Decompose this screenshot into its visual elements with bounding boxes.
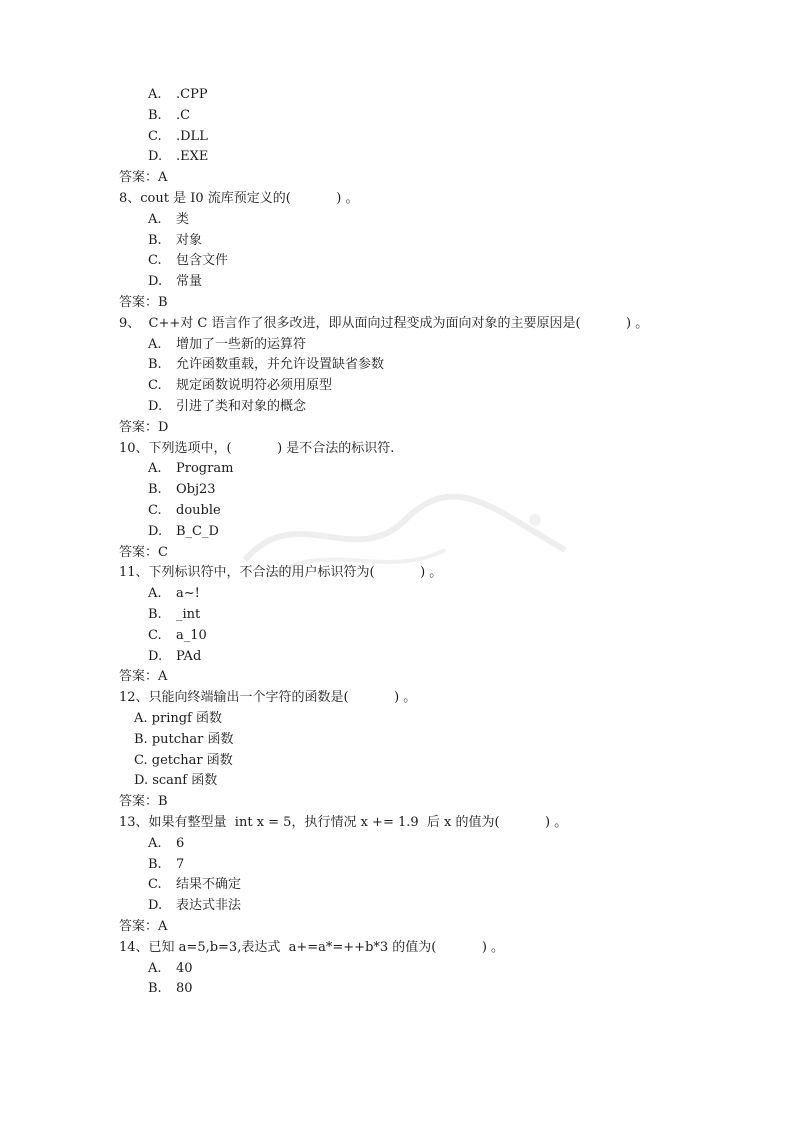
- answer-option: [148, 628, 207, 644]
- option-text: PAd: [176, 648, 202, 664]
- option-text: 表达式非法: [176, 898, 242, 914]
- answer-option: [148, 503, 221, 519]
- option-text: 对象: [176, 232, 203, 248]
- option-letter: A.: [148, 211, 162, 227]
- option-letter: D.: [148, 648, 163, 664]
- option-letter: B.: [148, 856, 162, 872]
- option-text: 包含文件: [176, 253, 229, 269]
- answer-option: [148, 857, 184, 873]
- option-letter: C.: [148, 128, 162, 144]
- option-text: 6: [176, 835, 185, 851]
- option-text: a_10: [176, 627, 207, 643]
- answer-option: [148, 274, 202, 290]
- option-text: Program: [176, 461, 234, 477]
- option-letter: B.: [148, 482, 162, 498]
- option-text: 规定函数说明符必须用原型: [176, 378, 333, 394]
- answer-key: 答案：A: [119, 669, 168, 685]
- option-letter: C.: [148, 378, 162, 394]
- answer-key: 答案：B: [119, 794, 168, 810]
- option-text: .EXE: [176, 149, 209, 165]
- option-text: 类: [176, 211, 190, 227]
- question-text: 9、 C++对 C 语言作了很多改进，即从面向过程变成为面向对象的主要原因是( ) 。: [119, 315, 649, 331]
- option-text: 引进了类和对象的概念: [176, 399, 307, 414]
- answer-option: [148, 586, 200, 602]
- answer-option: [148, 524, 219, 540]
- answer-option: [148, 149, 208, 165]
- option-letter: C.: [148, 627, 162, 643]
- answer-option: [148, 87, 208, 103]
- option-text: .CPP: [176, 87, 208, 102]
- option-text: 常量: [176, 274, 203, 290]
- question-text: 11、下列标识符中，不合法的用户标识符为( ) 。: [119, 565, 443, 581]
- answer-option: [148, 129, 208, 145]
- answer-option: C. getchar 函数: [134, 752, 233, 768]
- answer-option: [148, 378, 332, 394]
- answer-option: A. pringf 函数: [134, 711, 222, 726]
- option-letter: A.: [148, 960, 162, 976]
- answer-key: 答案：C: [119, 544, 168, 560]
- answer-key: 答案：B: [119, 295, 168, 310]
- option-letter: C.: [148, 253, 162, 269]
- answer-option: [148, 607, 200, 623]
- question-text: 14、已知 a=5,b=3,表达式 a+=a*=++b*3 的值为( ) 。: [119, 939, 505, 955]
- option-letter: D.: [148, 898, 163, 914]
- question-text: 10、下列选项中，( ) 是不合法的标识符.: [119, 440, 395, 456]
- answer-option: [148, 233, 202, 249]
- answer-option: [148, 357, 384, 373]
- option-text: 允许函数重载，并允许设置缺省参数: [176, 357, 385, 373]
- answer-option: [148, 253, 228, 269]
- answer-key: 答案：D: [119, 419, 169, 435]
- option-letter: D.: [148, 274, 163, 290]
- option-text: 结果不确定: [176, 877, 242, 893]
- option-text: .DLL: [176, 128, 208, 144]
- answer-option: [148, 836, 184, 852]
- option-letter: A.: [148, 461, 162, 477]
- answer-option: D. scanf 函数: [134, 773, 218, 789]
- option-text: Obj23: [176, 482, 216, 498]
- option-text: 增加了一些新的运算符: [176, 336, 307, 352]
- answer-option: [148, 649, 201, 665]
- option-letter: B.: [148, 107, 162, 123]
- option-text: 80: [176, 981, 193, 997]
- answer-option: [148, 461, 233, 477]
- answer-option: [148, 212, 189, 228]
- answer-option: [148, 981, 193, 997]
- question-text: 12、只能向终端输出一个字符的函数是( ) 。: [119, 690, 417, 706]
- option-letter: C.: [148, 503, 162, 518]
- option-letter: B.: [148, 607, 162, 622]
- answer-option: [148, 961, 193, 977]
- option-text: _int: [176, 607, 201, 622]
- option-letter: A.: [148, 87, 162, 102]
- option-text: 40: [176, 960, 193, 976]
- option-letter: D.: [148, 399, 163, 414]
- question-text: 13、如果有整型量 int x = 5，执行情况 x += 1.9 后 x 的值为( ) 。: [119, 815, 568, 830]
- answer-option: [148, 108, 190, 124]
- answer-key: 答案：A: [119, 170, 168, 186]
- answer-option: B. putchar 函数: [134, 731, 234, 747]
- option-text: 7: [176, 856, 185, 872]
- option-text: double: [176, 503, 221, 518]
- answer-option: [148, 337, 306, 353]
- answer-option: [148, 898, 241, 914]
- option-letter: A.: [148, 586, 162, 602]
- option-letter: D.: [148, 523, 163, 539]
- option-letter: B.: [148, 981, 162, 997]
- option-letter: D.: [148, 149, 163, 165]
- option-letter: A.: [148, 835, 162, 851]
- option-letter: C.: [148, 877, 162, 893]
- answer-key: 答案：A: [119, 919, 168, 934]
- option-text: B_C_D: [176, 523, 219, 539]
- option-letter: B.: [148, 357, 162, 373]
- answer-option: [148, 877, 241, 893]
- option-letter: B.: [148, 232, 162, 248]
- option-text: .C: [176, 107, 191, 123]
- answer-option: [148, 399, 306, 415]
- answer-option: [148, 482, 216, 498]
- option-text: a~!: [176, 586, 200, 602]
- option-letter: A.: [148, 336, 162, 352]
- question-text: 8、cout 是 I0 流库预定义的( ) 。: [119, 191, 359, 206]
